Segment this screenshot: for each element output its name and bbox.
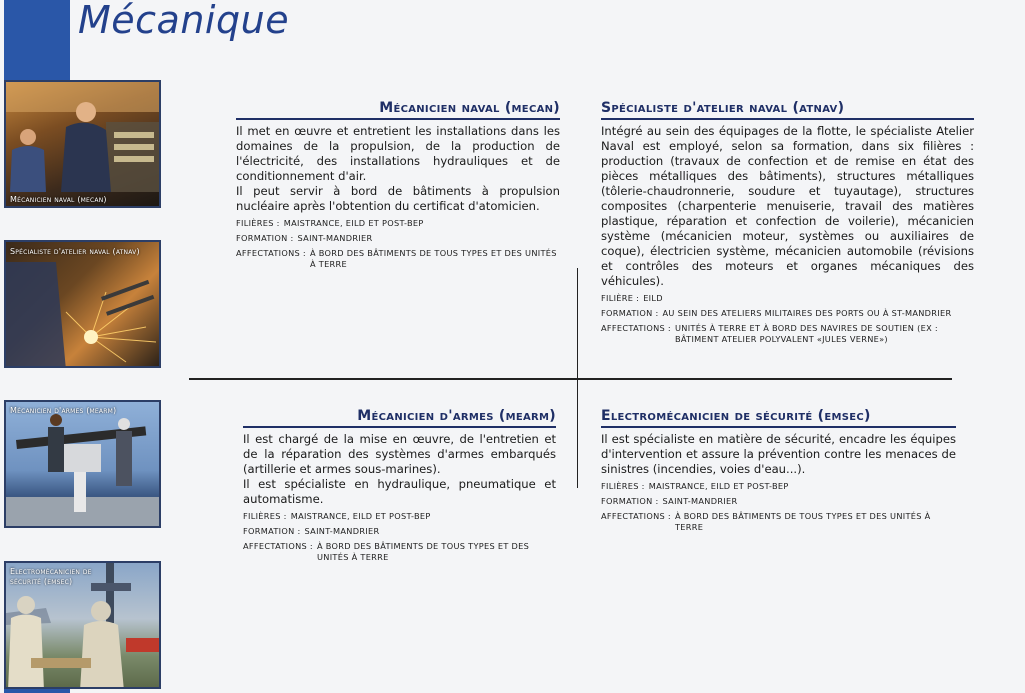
photo-caption: Mécanicien d'armes (mearm) — [10, 406, 117, 415]
affectations-row — [601, 511, 956, 533]
filieres-row — [236, 218, 560, 229]
section-electromecanicien-securite — [601, 408, 956, 533]
band-gap — [4, 207, 70, 240]
section-title: Mécanicien naval (mecan) — [236, 100, 560, 120]
filieres-value: EILD — [643, 293, 663, 303]
paragraph: Il peut servir à bord de bâtiments à propulsion nucléaire après l'obtention du certificat d'atomicien. — [236, 184, 560, 213]
section-title: Electromécanicien de sécurité (emsec) — [601, 408, 956, 428]
section-meta — [243, 511, 556, 563]
affectations-value: À BORD DES BÂTIMENTS DE TOUS TYPES ET DES UNITÉS À TERRE — [674, 511, 931, 532]
affectations-row — [243, 541, 556, 563]
filieres-label: FILIÈRES : — [236, 218, 280, 228]
photo-mecanicien-naval — [4, 80, 161, 208]
affectations-label: AFFECTATIONS : — [601, 323, 671, 333]
photo-atelier-naval — [4, 240, 161, 368]
filieres-label: FILIÈRE : — [601, 293, 640, 303]
photo-caption — [10, 567, 92, 587]
section-description — [236, 124, 560, 214]
formation-label: FORMATION : — [601, 308, 659, 318]
affectations-row — [601, 323, 974, 345]
paragraph: Il met en œuvre et entretient les installations dans les domaines de la propulsion, de la production de l'électricité, des installations hydrauliques et de conditionnement d'air. — [236, 124, 560, 183]
formation-row — [601, 308, 974, 319]
filieres-row — [601, 481, 956, 492]
filieres-label: FILIÈRES : — [243, 511, 287, 521]
section-meta — [601, 293, 974, 345]
formation-label: FORMATION : — [236, 233, 294, 243]
formation-value: SAINT-MANDRIER — [297, 233, 373, 243]
filieres-value: MAISTRANCE, EILD ET POST-BEP — [283, 218, 424, 228]
band-gap — [4, 528, 70, 561]
paragraph: Intégré au sein des équipages de la flotte, le spécialiste Atelier Naval est employé, selon sa formation, dans six filières : production (travaux de confection et de remise en état des pièces métalliques des bâtiments), structures métalliques (tôlerie-chaudronnerie, soudure et tuyautage), structures composites (charpenterie menuiserie, travail des matières plastique, réparation et confection de voilerie), mécanicien système (mécanicien moteur, systèmes ou auxiliaires de coque), électricien système, mécanicien automobile (révisions et contrôles des moteurs et organes mécaniques des véhicules). — [601, 124, 974, 288]
filieres-label: FILIÈRES : — [601, 481, 645, 491]
paragraph: Il est spécialiste en hydraulique, pneumatique et automatisme. — [243, 477, 556, 506]
filieres-value: MAISTRANCE, EILD ET POST-BEP — [290, 511, 431, 521]
section-mecanicien-armes — [243, 408, 556, 563]
paragraph: Il est chargé de la mise en œuvre, de l'entretien et de la réparation des systèmes d'armes embarqués (artillerie et armes sous-marines). — [243, 432, 556, 476]
caption-line: Electromécanicien de — [10, 567, 92, 576]
photo-mecanicien-armes — [4, 400, 161, 528]
section-description — [243, 432, 556, 507]
filieres-row — [243, 511, 556, 522]
caption-line: sécurité (emsec) — [10, 577, 73, 586]
formation-value: SAINT-MANDRIER — [662, 496, 738, 506]
affectations-label: AFFECTATIONS : — [243, 541, 313, 551]
formation-row — [601, 496, 956, 507]
paragraph: Il est spécialiste en matière de sécurité, encadre les équipes d'intervention et assure la prévention contre les menaces de sinistres (incendies, voies d'eau...). — [601, 432, 956, 476]
welding-illustration — [6, 242, 161, 368]
affectations-row — [236, 248, 560, 270]
affectations-value: À BORD DES BÂTIMENTS DE TOUS TYPES ET DES UNITÉS À TERRE — [309, 248, 557, 269]
photo-electromecanicien-securite — [4, 561, 161, 689]
deck-gun-illustration — [6, 402, 161, 528]
formation-row — [236, 233, 560, 244]
formation-label: FORMATION : — [243, 526, 301, 536]
section-mecanicien-naval — [236, 100, 560, 270]
section-description — [601, 432, 956, 477]
formation-row — [243, 526, 556, 537]
section-atelier-naval — [601, 100, 974, 345]
formation-value: SAINT-MANDRIER — [304, 526, 380, 536]
formation-label: FORMATION : — [601, 496, 659, 506]
section-meta — [601, 481, 956, 533]
affectations-label: AFFECTATIONS : — [236, 248, 306, 258]
photo-caption: Mécanicien naval (mecan) — [10, 195, 107, 204]
horizontal-divider — [189, 378, 952, 380]
affectations-value: UNITÉS À TERRE ET À BORD DES NAVIRES DE SOUTIEN (EX : BÂTIMENT ATELIER POLYVALENT «JULES VERNE») — [674, 323, 938, 344]
affectations-value: À BORD DES BÂTIMENTS DE TOUS TYPES ET DES UNITÉS À TERRE — [316, 541, 530, 562]
affectations-label: AFFECTATIONS : — [601, 511, 671, 521]
photo-caption: Spécialiste d'atelier naval (atnav) — [10, 247, 140, 256]
formation-value: AU SEIN DES ATELIERS MILITAIRES DES PORTS OU À ST-MANDRIER — [662, 308, 952, 318]
section-meta — [236, 218, 560, 270]
section-title: Spécialiste d'atelier naval (atnav) — [601, 100, 974, 120]
engine-room-illustration — [6, 82, 161, 208]
section-title: Mécanicien d'armes (mearm) — [243, 408, 556, 428]
filieres-row — [601, 293, 974, 304]
filieres-value: MAISTRANCE, EILD ET POST-BEP — [648, 481, 789, 491]
section-description — [601, 124, 974, 289]
page-title: Mécanique — [78, 0, 290, 42]
band-gap — [4, 368, 70, 400]
